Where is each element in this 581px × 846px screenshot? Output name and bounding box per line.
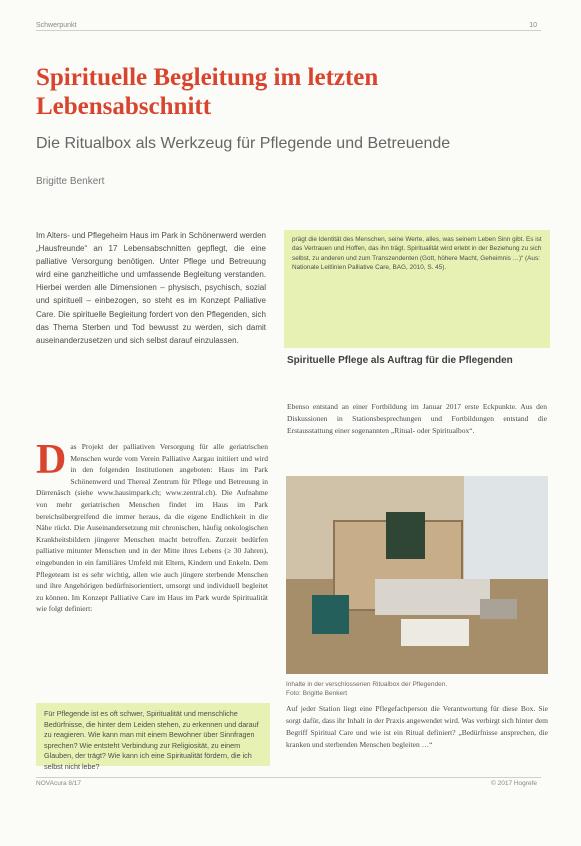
article-title: Spirituelle Begleitung im letzten Lebensabschnitt bbox=[36, 64, 379, 120]
photo-tray bbox=[375, 579, 490, 615]
article-author: Brigitte Benkert bbox=[36, 176, 105, 187]
photo-window bbox=[464, 476, 548, 579]
right-paragraph-2: Auf jeder Station liegt eine Pflegefachperson die Verantwortung für diese Box. Sie sorgt dafür, dass ihr Inhalt in der Praxis angewendet wird. Was verbirgt sich hinter dem Begriff Spiritual Care und wie ist ein Ritual definiert? „Bedürfnisse ansprechen, die kranken und sterbenden Menschen begleiten …“ bbox=[286, 704, 548, 749]
photo-cards bbox=[480, 599, 517, 619]
intro-paragraph: Im Alters- und Pflegeheim Haus im Park in Schönenwerd werden „Hausfreunde“ an 17 Lebensabschnitten gepflegt, die eine palliative Versorgung benötigen. Unter Pflege und Betreuung wird eine ganzheitliche und umfassende Begleitung verstanden. Hierbei werden alle Dimensionen – physisch, psychisch, sozial und spirituell – einbezogen, so steht es im Konzept Palliative Care. Die spirituelle Begleitung fordert von den Pflegenden, sich das Thema Sterben und Tod bewusst zu werden, sich damit auseinanderzusetzen und sich selbst darauf einzulassen. bbox=[36, 231, 266, 345]
photo-paper bbox=[401, 619, 469, 647]
header-rule bbox=[36, 30, 541, 31]
section-label: Schwerpunkt bbox=[36, 22, 77, 29]
footer-left: NOVAcura 8/17 bbox=[36, 780, 82, 787]
footer-right: © 2017 Hogrefe bbox=[491, 780, 537, 787]
article-subtitle: Die Ritualbox als Werkzeug für Pflegende und Betreuende bbox=[36, 135, 451, 152]
page-number: 10 bbox=[529, 22, 537, 29]
main-body bbox=[36, 437, 268, 615]
section-heading: Spirituelle Pflege als Auftrag für die Pflegenden bbox=[287, 355, 513, 366]
main-body-text: as Projekt der palliativen Versorgung für alle geriatrischen Menschen wurde vom Verein Palliative Aargau initiiert und wird in den folgenden Institutionen angeboten: Haus im Park Schönenwerd und Thereal Zentrum für Pflege und Betreuung in Dürrenäsch (siehe www.hausimpark.ch; www.zentral.ch). Die Aufnahme von mehr geriatrischen Menschen findet im Haus im Park bereichsübergreifend die immer heraus, da die eigene Endlichkeit in die Nähe rückt. Die Auseinandersetzung mit chronischen, häufig onkologischen Krankheitsbildern jüngerer Menschen macht betroffen. Zurzeit bedürfen palliative mitunter Menschen und in der Mitte ihres Lebens (≥ 30 Jahren), eingebunden in ein familiäres Umfeld mit Eltern, Kindern und Enkeln. Dem Pflegeteam ist es sehr wichtig, allen wie auch jüngere sterbende Menschen und ihre Angehörigen bedürfnisorientiert, umsorgt und individuell begleitet zu können. Im Konzept Palliative Care im Haus im Park wurde Spiritualität wie folgt definiert: bbox=[36, 442, 268, 614]
bottom-box: Für Pflegende ist es oft schwer, Spiritualität und menschliche Bedürfnisse, die hinter dem Leiden stehen, zu erkennen und darauf zu reagieren. Wie kann man mit einem Bewohner über Sinnfragen sprechen? Wie entsteht Verbindung zur Religiosität, zu einem Glauben, der trägt? Wie kann ich eine Spiritualität fördern, die ich selbst nicht lebe? bbox=[36, 703, 270, 766]
photo-caption: Inhalte in der verschlossenen Ritualbox der Pflegenden. Foto: Brigitte Benkert bbox=[286, 681, 448, 697]
footer-rule bbox=[36, 777, 541, 778]
drop-cap: D bbox=[36, 437, 67, 483]
photo-book bbox=[386, 512, 425, 560]
right-paragraph-1: Ebenso entstand an einer Fortbildung im Januar 2017 erste Eckpunkte. Aus den Diskussionen in Stationsbesprechungen und Fortbildungen entstand die Erstausstattung einer sogenannten „Ritual- oder Spiritualbox“. bbox=[287, 402, 547, 435]
photo-cube bbox=[312, 595, 349, 635]
ritual-box-photo bbox=[286, 476, 548, 674]
quote-box: prägt die Identität des Menschen, seine Werte, alles, was seinem Leben Sinn gibt. Es ist das Vertrauen und Hoffen, das ihn trägt. Spiritualität wird erlebt in der Beziehung zu sich selbst, zu anderen und zum Transzendenten (Gott, höhere Macht, Geheimnis …)“ (Aus: Nationale Leitlinien Palliative Care, BAG, 2010, S. 45). bbox=[284, 230, 550, 348]
